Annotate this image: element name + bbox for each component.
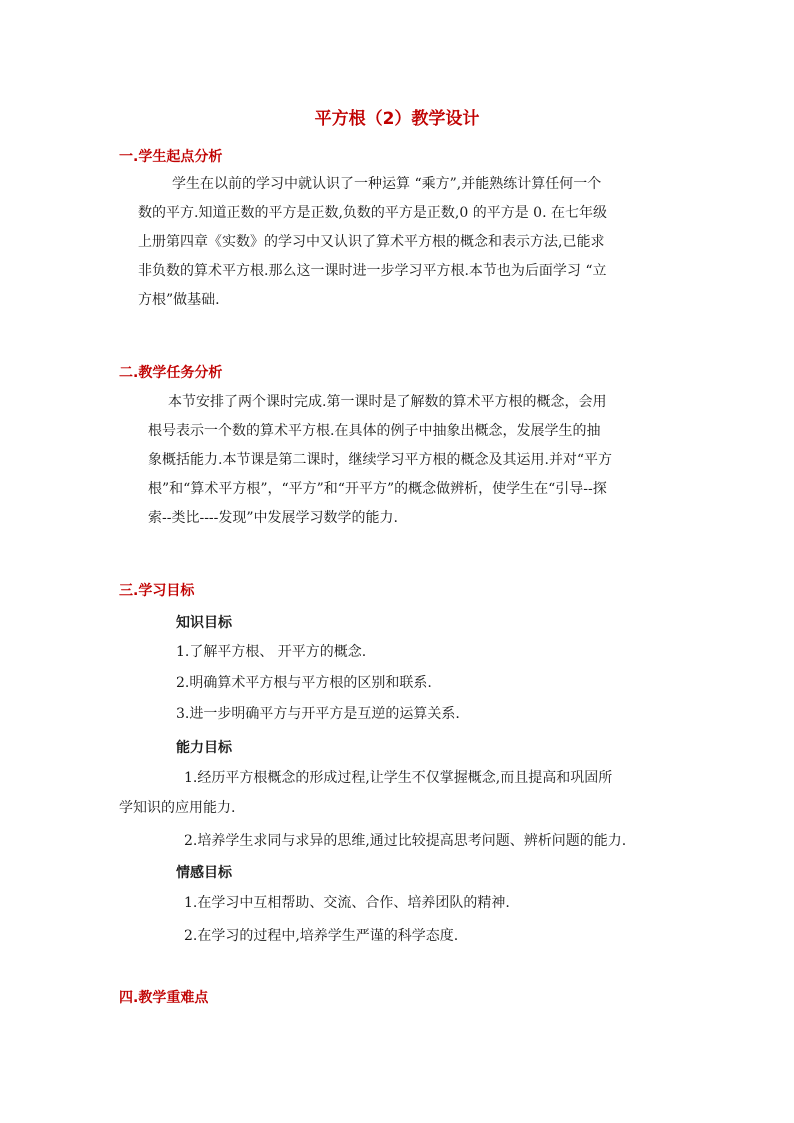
document-title: 平方根（2）教学设计 [314, 109, 480, 129]
ability-goal-item: 2.培养学生求同与求异的思维,通过比较提高思考问题、辨析问题的能力. [184, 833, 627, 849]
paragraph-line: 根号表示一个数的算术平方根.在具体的例子中抽象出概念，发展学生的抽 [148, 423, 601, 439]
section-2-heading: 二.教学任务分析 [119, 365, 223, 381]
section-2-paragraph [148, 388, 678, 533]
knowledge-goal-item: 3.进一步明确平方与开平方是互逆的运算关系. [176, 706, 460, 722]
paragraph-line: 学生在以前的学习中就认识了一种运算 “乘方”,并能熟练计算任何一个 [172, 176, 602, 192]
ability-goals-label: 能力目标 [176, 740, 232, 756]
ability-goal-item: 1.经历平方根概念的形成过程,让学生不仅掌握概念,而且提高和巩固所 [184, 770, 613, 786]
paragraph-line: 非负数的算术平方根.那么这一课时进一步学习平方根.本节也为后面学习 “立 [138, 263, 607, 279]
knowledge-goals-label: 知识目标 [176, 615, 232, 631]
emotion-goal-item: 1.在学习中互相帮助、交流、合作、培养团队的精神. [184, 895, 510, 911]
paragraph-line: 方根”做基础. [138, 292, 220, 308]
paragraph-line: 数的平方.知道正数的平方是正数,负数的平方是正数,0 的平方是 0. 在七年级 [138, 205, 607, 221]
emotion-goals-label: 情感目标 [176, 865, 232, 881]
paragraph-line: 上册第四章《实数》的学习中又认识了算术平方根的概念和表示方法,已能求 [138, 234, 605, 250]
section-3-heading: 三.学习目标 [119, 583, 195, 599]
ability-goal-item-continuation: 学知识的应用能力. [119, 800, 236, 816]
paragraph-line: 根”和“算术平方根”，“平方”和“开平方”的概念做辨析，使学生在“引导--探 [148, 481, 607, 497]
knowledge-goal-item: 1.了解平方根、 开平方的概念. [176, 644, 367, 660]
paragraph-line: 索--类比----发现”中发展学习数学的能力. [148, 510, 398, 526]
emotion-goal-item: 2.在学习的过程中,培养学生严谨的科学态度. [184, 928, 459, 944]
paragraph-line: 本节安排了两个课时完成.第一课时是了解数的算术平方根的概念，会用 [168, 394, 607, 410]
section-4-heading: 四.教学重难点 [119, 990, 209, 1006]
section-1-paragraph [138, 170, 678, 315]
knowledge-goal-item: 2.明确算术平方根与平方根的区别和联系. [176, 675, 432, 691]
paragraph-line: 象概括能力.本节课是第二课时，继续学习平方根的概念及其运用.并对“平方 [148, 452, 613, 468]
section-1-heading: 一.学生起点分析 [119, 149, 223, 165]
